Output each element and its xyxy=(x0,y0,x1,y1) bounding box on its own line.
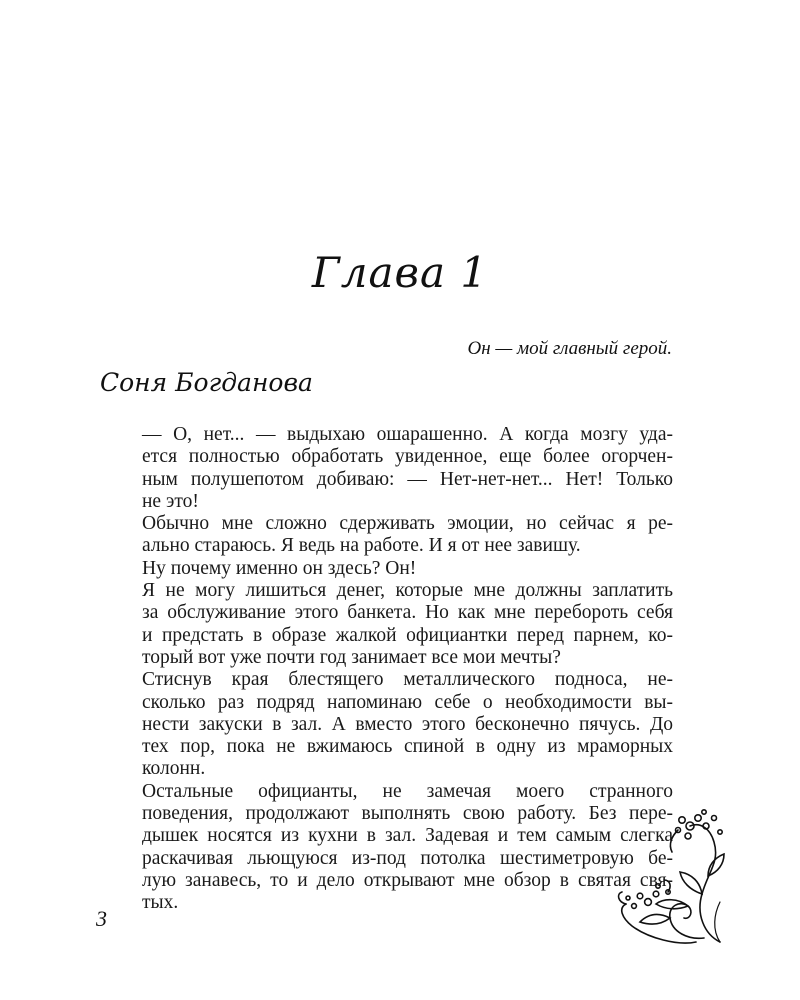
paragraph xyxy=(118,513,673,558)
text-line: ным полушепотом добиваю: — Нет-нет-нет... Нет! Только xyxy=(142,468,673,490)
text-line: тех пор, пока не вжимаюсь спиной в одну из мраморных xyxy=(142,736,673,758)
page-number: 3 xyxy=(96,906,107,931)
text-line: лую занавесь, то и дело открывают мне обзор в святая свя- xyxy=(142,869,673,891)
text-line: Я не могу лишиться денег, которые мне должны заплатить xyxy=(142,580,673,602)
text-line: за обслуживание этого банкета. Но как мне перебороть себя xyxy=(142,602,673,624)
text-line: раскачивая льющуюся из-под потолка шестиметровую бе- xyxy=(142,847,673,869)
body-text xyxy=(118,424,673,915)
text-line: Стиснув края блестящего металлического подноса, не- xyxy=(142,669,673,691)
text-line: и предстать в образе жалкой официантки перед парнем, ко- xyxy=(142,624,673,646)
paragraph xyxy=(118,669,673,780)
text-line: — О, нет... — выдыхаю ошарашенно. А когда мозгу уда- xyxy=(142,424,673,445)
text-line: нести закуски в зал. А вместо этого бесконечно пячусь. До xyxy=(142,713,673,735)
paragraph xyxy=(118,558,673,580)
chapter-title: Глава 1 xyxy=(311,248,489,297)
text-line: тых. xyxy=(142,892,179,914)
epigraph: Он — мой главный герой. xyxy=(467,338,672,359)
text-line: не это! xyxy=(142,490,199,512)
floral-ornament-icon xyxy=(608,806,730,946)
paragraph xyxy=(118,781,673,915)
paragraph xyxy=(118,580,673,669)
paragraph xyxy=(118,424,673,513)
text-line: ется полностью обработать увиденное, еще более огорчен- xyxy=(142,446,673,468)
text-line: ально стараюсь. Я ведь на работе. И я от нее завишу. xyxy=(142,535,581,557)
text-line: Ну почему именно он здесь? Он! xyxy=(142,557,417,579)
text-line: торый вот уже почти год занимает все мои мечты? xyxy=(142,646,561,668)
text-line: сколько раз подряд напоминаю себе о необходимости вы- xyxy=(142,691,673,713)
text-line: Остальные официанты, не замечая моего странного xyxy=(142,780,673,802)
text-line: дышек носятся из кухни в зал. Задевая и тем самым слегка xyxy=(142,825,673,847)
pov-character-name: Соня Богданова xyxy=(100,368,313,397)
text-line: колонн. xyxy=(142,758,206,780)
text-line: Обычно мне сложно сдерживать эмоции, но сейчас я ре- xyxy=(142,513,673,535)
text-line: поведения, продолжают выполнять свою работу. Без пере- xyxy=(142,803,673,825)
